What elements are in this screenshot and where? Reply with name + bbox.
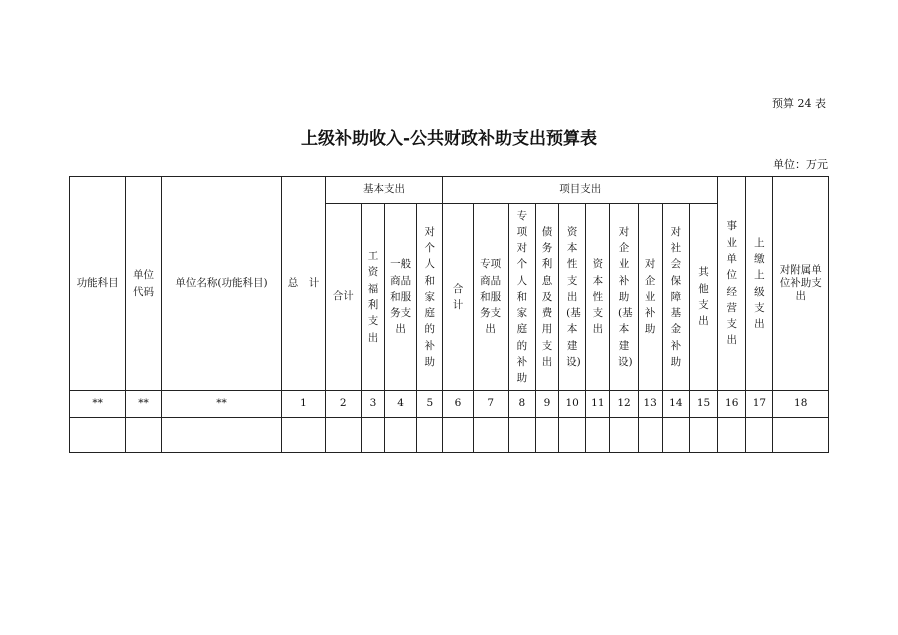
index-cell: 7 <box>473 391 508 418</box>
index-cell: 8 <box>508 391 535 418</box>
header-project-enterprise-basic: 对企业补助(基本建设) <box>610 204 638 391</box>
index-cell: 18 <box>773 391 829 418</box>
page-title: 上级补助收入-公共财政补助支出预算表 <box>300 129 598 149</box>
data-cell <box>508 418 535 453</box>
header-project-group: 项目支出 <box>443 177 718 204</box>
data-cell <box>638 418 662 453</box>
data-cell <box>610 418 638 453</box>
index-cell: 2 <box>325 391 361 418</box>
index-cell: 3 <box>361 391 384 418</box>
index-row <box>70 391 829 418</box>
header-project-goods: 专项商品和服务支出 <box>473 204 508 391</box>
header-project-debt: 债务利息及费用支出 <box>535 204 558 391</box>
index-cell: 11 <box>586 391 610 418</box>
header-superior: 上缴上级支出 <box>746 177 773 391</box>
data-cell <box>417 418 443 453</box>
index-cell: 13 <box>638 391 662 418</box>
data-cell <box>473 418 508 453</box>
header-unit-name: 单位名称(功能科目) <box>161 177 282 391</box>
data-cell <box>662 418 689 453</box>
header-project-enterprise: 对企业补助 <box>638 204 662 391</box>
header-project-subtotal: 合计 <box>443 204 473 391</box>
data-cell <box>126 418 161 453</box>
header-unit-code: 单位代码 <box>126 177 161 391</box>
data-cell <box>161 418 282 453</box>
index-cell: 10 <box>559 391 586 418</box>
header-basic-subtotal: 合计 <box>325 204 361 391</box>
data-cell <box>325 418 361 453</box>
form-number: 预算 24 表 <box>772 97 826 110</box>
index-cell: ** <box>126 391 161 418</box>
index-cell: 6 <box>443 391 473 418</box>
header-project-capital: 资本性支出 <box>586 204 610 391</box>
index-cell: 16 <box>718 391 746 418</box>
index-cell: 4 <box>385 391 417 418</box>
index-cell: 9 <box>535 391 558 418</box>
index-cell: 15 <box>689 391 717 418</box>
header-project-personal: 专项对个人和家庭的补助 <box>508 204 535 391</box>
header-function-subject: 功能科目 <box>70 177 126 391</box>
header-basic-wages: 工资福利支出 <box>361 204 384 391</box>
header-affiliated: 对附属单位补助支出 <box>773 177 829 391</box>
data-cell <box>361 418 384 453</box>
index-cell: 12 <box>610 391 638 418</box>
unit-label: 单位：万元 <box>773 158 828 171</box>
data-cell <box>559 418 586 453</box>
index-cell: 17 <box>746 391 773 418</box>
header-project-social: 对社会保障基金补助 <box>662 204 689 391</box>
index-cell: ** <box>70 391 126 418</box>
header-project-other: 其他支出 <box>689 204 717 391</box>
data-row-empty <box>70 418 829 453</box>
index-cell: 1 <box>282 391 325 418</box>
header-project-capital-basic: 资本性支出(基本建设) <box>559 204 586 391</box>
data-cell <box>282 418 325 453</box>
index-cell: ** <box>161 391 282 418</box>
header-basic-goods: 一般商品和服务支出 <box>385 204 417 391</box>
data-cell <box>586 418 610 453</box>
header-basic-group: 基本支出 <box>325 177 443 204</box>
data-cell <box>746 418 773 453</box>
data-cell <box>70 418 126 453</box>
data-cell <box>689 418 717 453</box>
header-total: 总 计 <box>282 177 325 391</box>
data-cell <box>385 418 417 453</box>
index-cell: 5 <box>417 391 443 418</box>
budget-table <box>69 176 829 453</box>
data-cell <box>773 418 829 453</box>
data-cell <box>718 418 746 453</box>
header-basic-personal: 对个人和家庭的补助 <box>417 204 443 391</box>
index-cell: 14 <box>662 391 689 418</box>
header-business: 事业单位经营支出 <box>718 177 746 391</box>
data-cell <box>443 418 473 453</box>
data-cell <box>535 418 558 453</box>
